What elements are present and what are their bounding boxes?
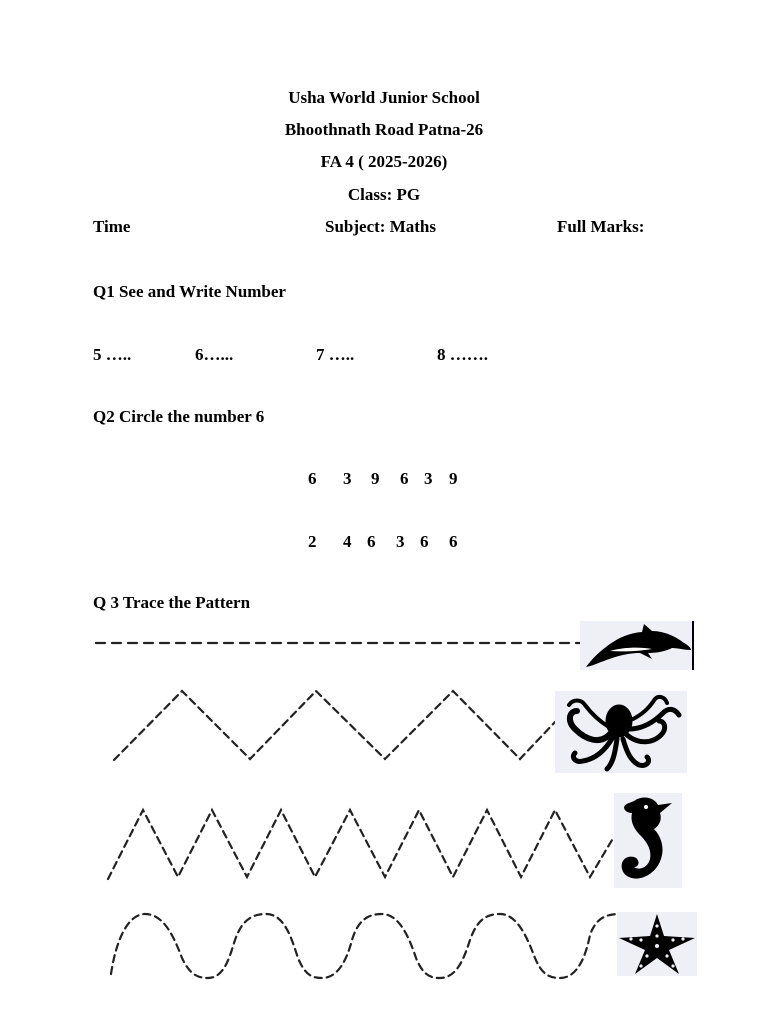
full-marks-label: Full Marks: — [557, 217, 645, 236]
starfish-icon — [617, 912, 697, 976]
subject-label: Subject: Maths — [325, 217, 436, 236]
q2-number: 4 — [343, 532, 352, 551]
q2-number: 6 — [308, 469, 317, 488]
q1-title: Q1 See and Write Number — [93, 282, 286, 301]
class-label: Class: PG — [347, 185, 421, 204]
dolphin-icon — [580, 621, 694, 670]
q2-number: 6 — [449, 532, 458, 551]
seahorse-icon — [614, 793, 682, 888]
time-label: Time — [93, 217, 131, 236]
q2-number: 3 — [396, 532, 405, 551]
q2-title: Q2 Circle the number 6 — [93, 407, 265, 426]
school-name: Usha World Junior School — [288, 88, 480, 107]
q1-item: 5 ….. — [93, 345, 132, 364]
q2-number: 9 — [449, 469, 458, 488]
q2-number: 9 — [371, 469, 380, 488]
octopus-icon — [555, 691, 687, 773]
q3-title: Q 3 Trace the Pattern — [93, 593, 251, 612]
q2-number: 3 — [343, 469, 352, 488]
q2-number: 6 — [400, 469, 409, 488]
q1-item: 6…... — [195, 345, 234, 364]
q2-number: 3 — [424, 469, 433, 488]
q1-item: 8 ……. — [437, 345, 488, 364]
q1-item: 7 ….. — [316, 345, 355, 364]
q2-number: 6 — [367, 532, 376, 551]
trace-line-narrow-zigzag — [108, 810, 612, 879]
school-address: Bhoothnath Road Patna-26 — [284, 120, 484, 139]
q2-number: 2 — [308, 532, 317, 551]
trace-line-wave — [111, 914, 620, 978]
q2-number: 6 — [420, 532, 429, 551]
trace-line-wide-zigzag — [114, 691, 555, 760]
exam-title: FA 4 ( 2025-2026) — [320, 152, 448, 171]
